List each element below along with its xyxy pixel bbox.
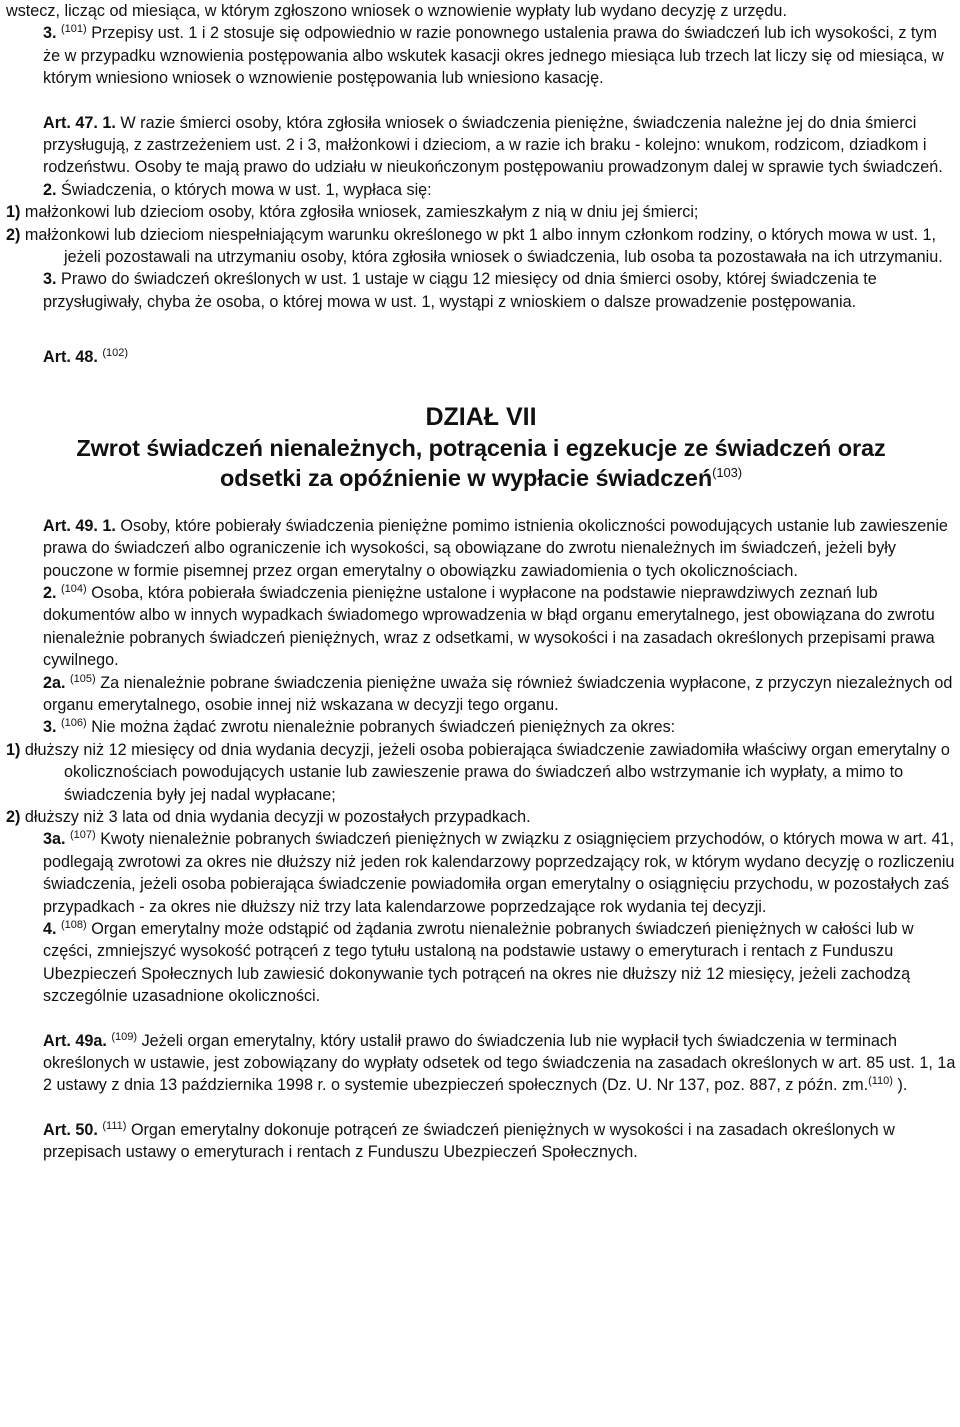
item-text: małżonkowi lub dzieciom niespełniającym warunku określonego w pkt 1 albo innym członkom rodziny, o których mowa w ust. 1, jeżeli pozostawali na utrzymaniu osoby, która zgłosiła wniosek o świadczenia, lub osoba ta pozostawała na ich utrzymaniu. [24, 225, 943, 267]
paragraph-text: Za nienależnie pobrane świadczenia pieniężne uważa się również świadczenia wypłacone, z przyczyn niezależnych od organu emerytalnego, osobie innej niż wskazana w decyzji tego organu. [43, 673, 953, 714]
top-fragment [6, 0, 956, 22]
art49-paragraph-2a [6, 672, 956, 717]
paragraph-number: 1. [102, 113, 116, 132]
art49-paragraph-3 [6, 716, 956, 738]
art47-paragraph-1 [6, 112, 956, 179]
section-number: DZIAŁ VII [425, 402, 537, 431]
paragraph-text: Jeżeli organ emerytalny, który ustalił prawo do świadczenia lub nie wypłacił tych świadczenia w terminach określonych w ustawie, jest zobowiązany do wypłaty odsetek od tego świadczenia na zasadach określonych w art. 85 ust. 1, 1a 2 ustawy z dnia 13 października 1998 r. o systemie ubezpieczeń społecznych (Dz. U. Nr 137, poz. 887, z późn. zm. [43, 1031, 956, 1095]
art47-paragraph-2 [6, 179, 956, 201]
footnote-ref: (103) [712, 464, 742, 480]
item-number: 2) [6, 807, 21, 826]
paragraph-number: 3a. [43, 830, 66, 849]
paragraph-tail: ). [897, 1076, 908, 1095]
art49-item-2 [6, 806, 956, 828]
paragraph-text: Świadczenia, o których mowa w ust. 1, wypłaca się: [61, 180, 432, 199]
footnote-ref: (107) [70, 829, 96, 842]
paragraph-text: Osoby, które pobierały świadczenia pieniężne pomimo istnienia okoliczności powodujących ustanie lub zawieszenie prawa do świadczeń albo ograniczenie ich wysokości, są obowiązane do zwrotu nienależnych im świadczeń, jeżeli były pouczone w formie pisemnej przez organ emerytalny o obowiązku zawiadomienia o tych okolicznościach. [43, 516, 948, 580]
art49-paragraph-4 [6, 918, 956, 1008]
footnote-ref: (101) [61, 23, 87, 36]
footnote-ref: (106) [61, 717, 87, 730]
article-label: Art. 48. [43, 348, 98, 367]
footnote-ref: (110) [868, 1075, 893, 1088]
article-49 [6, 515, 956, 1008]
footnote-ref: (102) [102, 347, 129, 360]
footnote-ref: (108) [61, 919, 87, 931]
footnote-ref: (104) [61, 582, 87, 595]
art49-paragraph-2 [6, 582, 956, 672]
paragraph-text: Organ emerytalny dokonuje potrąceń ze świadczeń pieniężnych w wysokości i na zasadach określonych w przepisach ustawy o emeryturach i rentach z Funduszu Ubezpieczeń Społecznych. [43, 1120, 895, 1162]
footnote-ref: (111) [102, 1119, 127, 1132]
section-title-line-1: Zwrot świadczeń nienależnych, potrącenia i egzekucje ze świadczeń oraz [76, 434, 886, 461]
item-number: 2) [6, 225, 21, 244]
footnote-ref: (105) [70, 672, 96, 685]
paragraph-number: 2a. [43, 673, 66, 692]
article-48 [6, 346, 956, 368]
item-text: dłuższy niż 3 lata od dnia wydania decyzji w pozostałych przypadkach. [24, 807, 531, 826]
paragraph-text: Osoba, która pobierała świadczenia pieniężne ustalone i wypłacone na podstawie nieprawdziwych zeznań lub dokumentów albo w innych wypadkach świadomego wprowadzenia w błąd organu emerytalnego, jest obowiązana do zwrotu nienależnie pobranych świadczeń pieniężnych, wraz z odsetkami, w wysokości i na zasadach określonych przepisami prawa cywilnego. [43, 583, 935, 670]
footnote-ref: (109) [111, 1030, 138, 1043]
paragraph-number: 4. [43, 920, 57, 938]
article-label: Art. 50. [43, 1120, 98, 1139]
item-text: małżonkowi lub dzieciom osoby, która zgłosiła wniosek, zamieszkałym z nią w dniu jej śmierci; [24, 203, 699, 222]
paragraph-text: Prawo do świadczeń określonych w ust. 1 ustaje w ciągu 12 miesięcy od dnia śmierci osoby, której świadczenia te przysługiwały, chyba że osoba, o której mowa w ust. 1, wystąpi z wnioskiem o dalsze prowadzenie postępowania. [43, 270, 877, 311]
paragraph-text: Przepisy ust. 1 i 2 stosuje się odpowiednio w razie ponownego ustalenia prawa do świadczeń lub ich wysokości, z tym że w przypadku wznowienia postępowania albo wskutek kasacji okres jednego miesiąca lub trzech lat liczy się od miesiąca, w którym wniesiono wniosek o wznowienie postępowania lub wniesiono kasację. [43, 24, 944, 88]
paragraph-number: 1. [102, 516, 116, 535]
art47-paragraph-3 [6, 268, 956, 313]
article-49a [6, 1030, 956, 1097]
paragraph-text: Nie można żądać zwrotu nienależnie pobranych świadczeń pieniężnych za okres: [91, 718, 676, 737]
paragraph-number: 2. [43, 583, 57, 602]
paragraph-text: Kwoty nienależnie pobranych świadczeń pieniężnych w związku z osiągnięciem przychodów, o których mowa w art. 41, podlegają zwrotowi za okres nie dłuższy niż jeden rok kalendarzowy poprzedzający rok, w którym wydano decyzję o rozliczeniu świadczenia, jeżeli osoba pobierająca świadczenie powiadomiła organ emerytalny o osiągnięciu przychodu, w pozostałych zaś przypadkach - za okres nie dłuższy niż trzy lata kalendarzowe poprzedzające rok wydania tej decyzji. [43, 830, 955, 916]
art47-item-1 [6, 201, 956, 223]
article-label: Art. 49. [43, 516, 98, 535]
art49-paragraph-3a [6, 828, 956, 918]
article-label: Art. 49a. [43, 1031, 107, 1050]
section-title-line-2 [6, 463, 956, 493]
art49-paragraph-1 [6, 515, 956, 582]
item-number: 1) [6, 203, 21, 222]
paragraph-number: 3. [43, 24, 57, 43]
article-label: Art. 47. [43, 113, 98, 132]
section-title-text: odsetki za opóźnienie w wypłacie świadczeń [220, 464, 713, 491]
art47-item-2 [6, 224, 956, 269]
item-text: dłuższy niż 12 miesięcy od dnia wydania decyzji, jeżeli osoba pobierająca świadczenie zawiadomiła właściwy organ emerytalny o okolicznościach powodujących ustanie lub zawieszenie prawa do świadczeń albo wstrzymanie ich wypłaty, a mimo to świadczenia były jej nadal wypłacane; [24, 740, 950, 804]
paragraph-number: 2. [43, 180, 57, 199]
art46-paragraph-3 [6, 22, 956, 89]
article-47 [6, 112, 956, 314]
article-50 [6, 1119, 956, 1164]
paragraph-number: 3. [43, 270, 57, 289]
paragraph-number: 3. [43, 718, 57, 737]
section-heading [6, 402, 956, 493]
top-fragment-text: wstecz, licząc od miesiąca, w którym zgłoszono wniosek o wznowienie wypłaty lub wydano decyzję z urzędu. [6, 2, 787, 20]
art49-item-1 [6, 739, 956, 806]
item-number: 1) [6, 740, 21, 759]
document-page [6, 0, 956, 1164]
paragraph-text: Organ emerytalny może odstąpić od żądania zwrotu nienależnie pobranych świadczeń pieniężnych w całości lub w części, zmniejszyć wysokość potrąceń z tego tytułu ustaloną na podstawie ustawy o emeryturach i rentach z Funduszu Ubezpieczeń Społecznych lub zawiesić dokonywanie tych potrąceń na okres nie dłuższy niż 12 miesięcy, jeżeli zachodzą szczególnie uzasadnione okoliczności. [43, 920, 914, 1006]
paragraph-text: W razie śmierci osoby, która zgłosiła wniosek o świadczenia pieniężne, świadczenia należne jej do dnia śmierci przysługują, z zastrzeżeniem ust. 2 i 3, małżonkowi i dzieciom, a w razie ich braku - kolejno: wnukom, rodzicom, dziadkom i rodzeństwu. Osoby te mają prawo do udziału w nieukończonym postępowaniu prowadzonym dalej w sprawie tych świadczeń. [43, 113, 943, 177]
